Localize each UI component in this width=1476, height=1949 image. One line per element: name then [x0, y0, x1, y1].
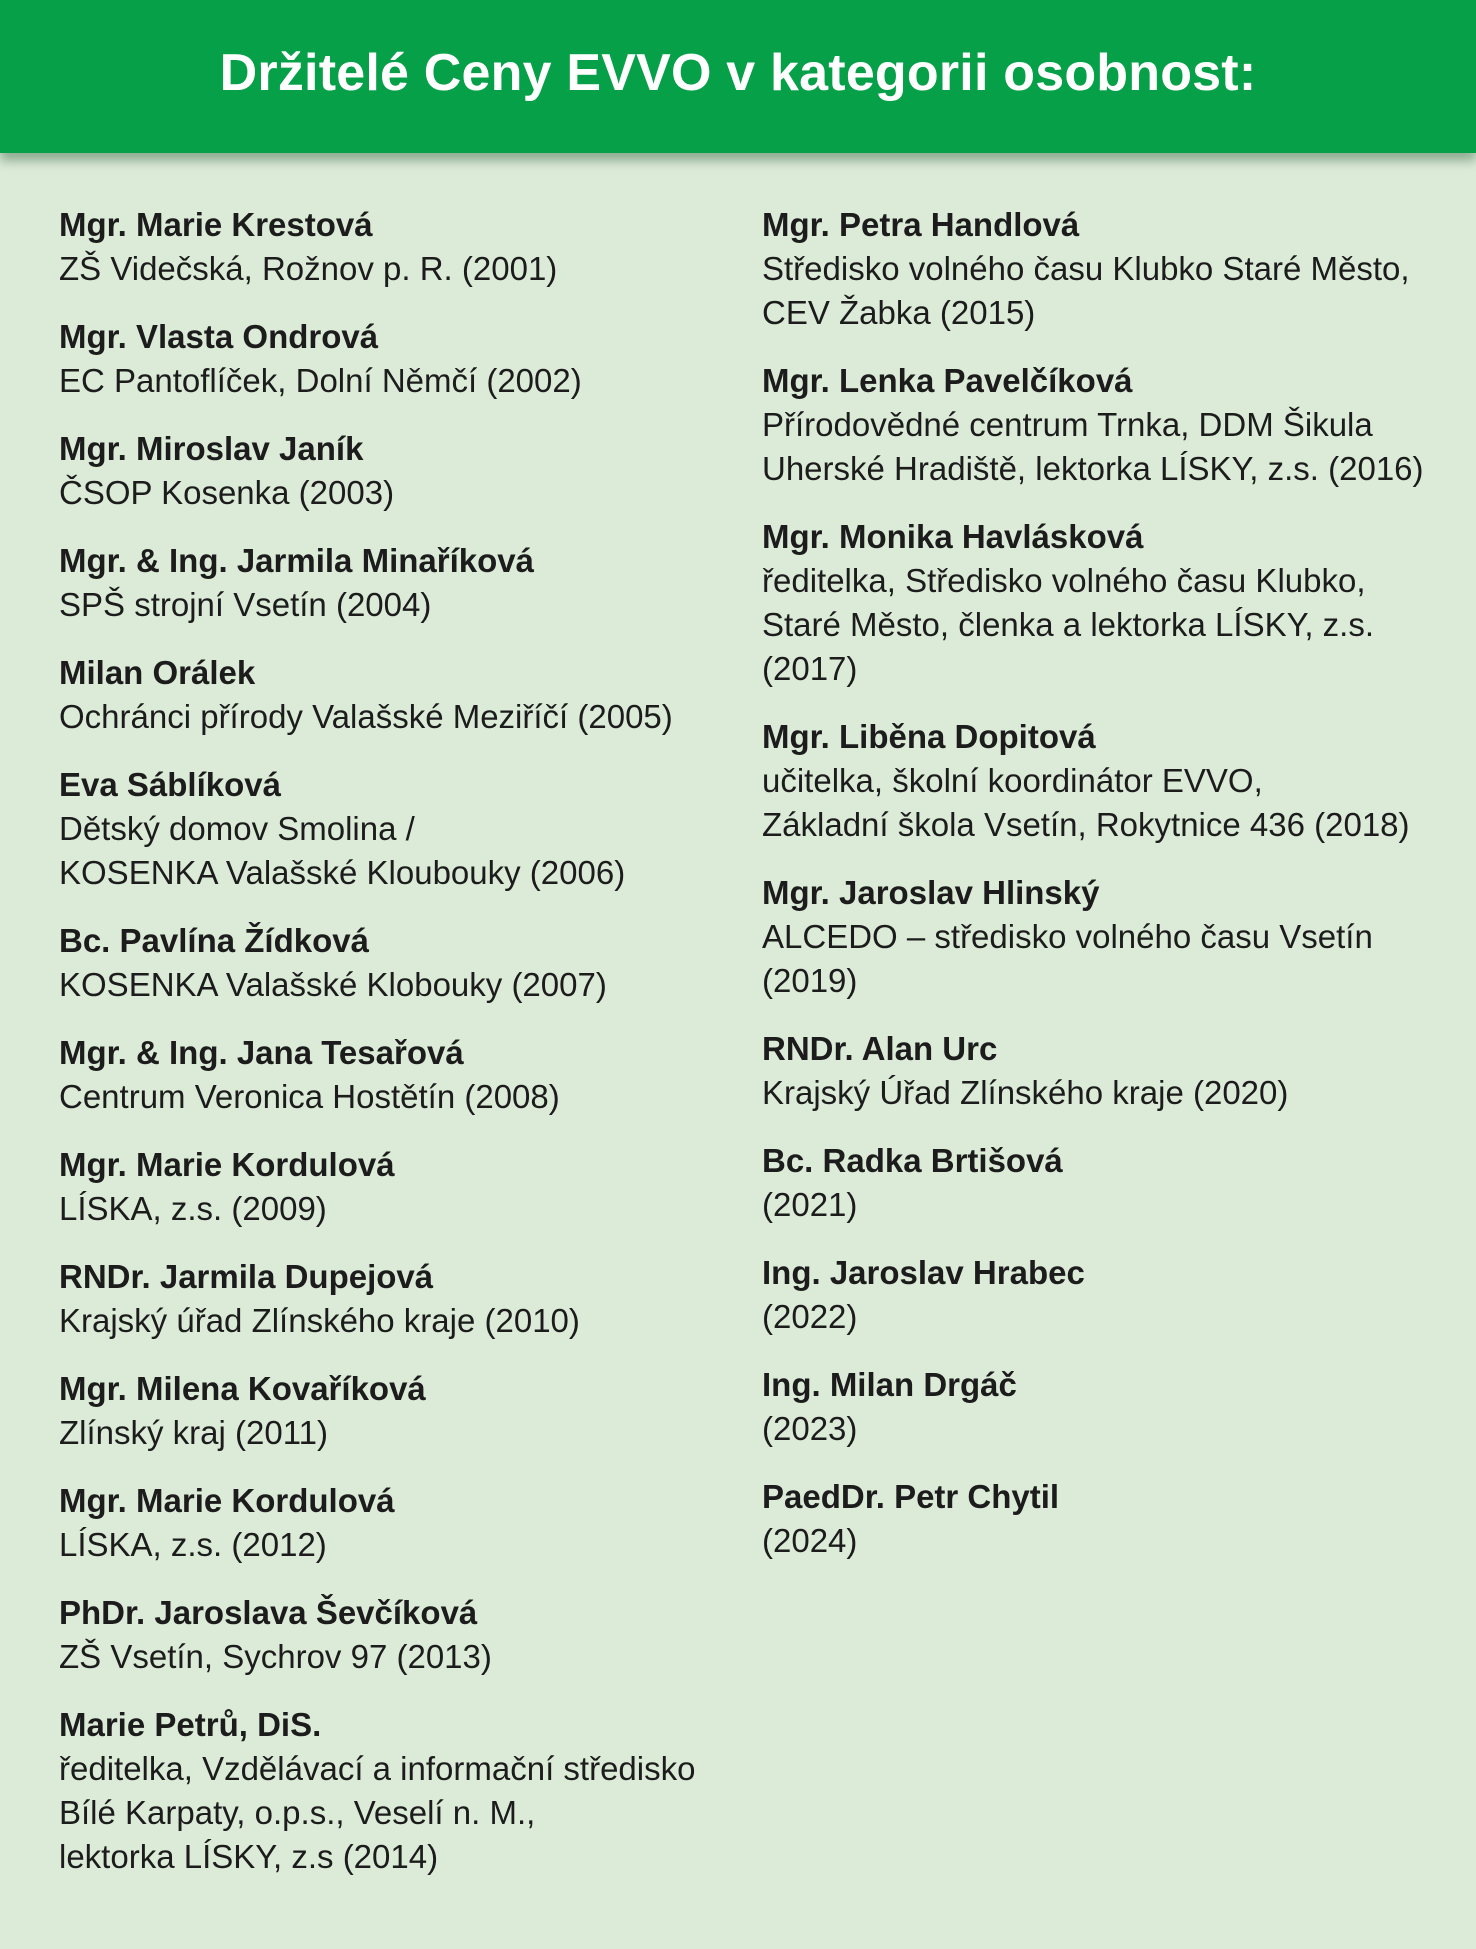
laureate-description: Centrum Veronica Hostětín (2008): [59, 1078, 560, 1115]
laureate-name: Mgr. Vlasta Ondrová: [59, 318, 379, 355]
award-entry: [59, 427, 719, 515]
laureate-name: Mgr. & Ing. Jarmila Minaříková: [59, 542, 534, 579]
laureate-description: SPŠ strojní Vsetín (2004): [59, 586, 432, 623]
laureate-name: RNDr. Alan Urc: [762, 1030, 998, 1067]
award-entry: [59, 539, 719, 627]
laureate-description: ZŠ Videčská, Rožnov p. R. (2001): [59, 250, 558, 287]
laureate-description: Středisko volného času Klubko Staré Město, CEV Žabka (2015): [762, 250, 1410, 331]
laureate-name: Mgr. Petra Handlová: [762, 206, 1080, 243]
laureate-description: Přírodovědné centrum Trnka, DDM Šikula Uherské Hradiště, lektorka LÍSKY, z.s. (2016): [762, 406, 1424, 487]
award-entry: [762, 871, 1462, 1003]
laureate-description: KOSENKA Valašské Klobouky (2007): [59, 966, 607, 1003]
award-entry: [762, 1027, 1462, 1115]
laureate-name: Mgr. Marie Kordulová: [59, 1146, 395, 1183]
award-entry: [59, 1367, 719, 1455]
award-entry: [59, 315, 719, 403]
laureate-name: Eva Sáblíková: [59, 766, 281, 803]
laureate-description: Dětský domov Smolina / KOSENKA Valašské Kloubouky (2006): [59, 810, 626, 891]
right-column: [762, 203, 1462, 1587]
award-entry: [762, 1251, 1462, 1339]
laureate-name: Mgr. Liběna Dopitová: [762, 718, 1096, 755]
laureate-description: ZŠ Vsetín, Sychrov 97 (2013): [59, 1638, 492, 1675]
award-entry: [762, 203, 1462, 335]
award-entry: [59, 919, 719, 1007]
laureate-description: (2023): [762, 1410, 858, 1447]
laureate-description: ALCEDO – středisko volného času Vsetín (2019): [762, 918, 1373, 999]
award-entry: [59, 763, 719, 895]
award-entry: [762, 1139, 1462, 1227]
laureate-name: RNDr. Jarmila Dupejová: [59, 1258, 434, 1295]
laureate-name: PhDr. Jaroslava Ševčíková: [59, 1594, 478, 1631]
award-entry: [762, 1363, 1462, 1451]
award-entry: [59, 1479, 719, 1567]
header-banner: [0, 0, 1476, 153]
laureate-name: Ing. Jaroslav Hrabec: [762, 1254, 1085, 1291]
page-title: Držitelé Ceny EVVO v kategorii osobnost:: [219, 43, 1257, 102]
award-entry: [762, 1475, 1462, 1563]
award-entry: [59, 1591, 719, 1679]
laureate-name: Mgr. Jaroslav Hlinský: [762, 874, 1100, 911]
laureate-description: Ochránci přírody Valašské Meziříčí (2005): [59, 698, 673, 735]
award-entry: [59, 1255, 719, 1343]
laureate-description: ředitelka, Středisko volného času Klubko, Staré Město, členka a lektorka LÍSKY, z.s. (2017): [762, 562, 1375, 687]
award-entry: [762, 515, 1462, 691]
left-column: [59, 203, 719, 1903]
laureate-name: Marie Petrů, DiS.: [59, 1706, 322, 1743]
award-entry: [59, 1703, 719, 1879]
laureate-name: Mgr. Marie Kordulová: [59, 1482, 395, 1519]
award-entry: [59, 1031, 719, 1119]
laureate-description: (2021): [762, 1186, 858, 1223]
laureate-name: Mgr. Monika Havlásková: [762, 518, 1144, 555]
laureate-name: Bc. Pavlína Žídková: [59, 922, 369, 959]
laureate-name: Ing. Milan Drgáč: [762, 1366, 1017, 1403]
laureate-description: ředitelka, Vzdělávací a informační středisko Bílé Karpaty, o.p.s., Veselí n. M., lektorka LÍSKY, z.s (2014): [59, 1750, 696, 1875]
laureate-name: PaedDr. Petr Chytil: [762, 1478, 1060, 1515]
laureate-description: LÍSKA, z.s. (2009): [59, 1190, 327, 1227]
laureate-description: Zlínský kraj (2011): [59, 1414, 328, 1451]
laureate-name: Bc. Radka Brtišová: [762, 1142, 1063, 1179]
laureate-description: Krajský úřad Zlínského kraje (2010): [59, 1302, 580, 1339]
award-entry: [59, 651, 719, 739]
laureate-name: Mgr. Miroslav Janík: [59, 430, 364, 467]
laureate-description: LÍSKA, z.s. (2012): [59, 1526, 327, 1563]
laureate-name: Mgr. Lenka Pavelčíková: [762, 362, 1133, 399]
laureate-description: ČSOP Kosenka (2003): [59, 474, 395, 511]
laureate-description: Krajský Úřad Zlínského kraje (2020): [762, 1074, 1289, 1111]
laureate-description: EC Pantoflíček, Dolní Němčí (2002): [59, 362, 582, 399]
laureate-name: Milan Orálek: [59, 654, 256, 691]
laureate-description: učitelka, školní koordinátor EVVO, Základní škola Vsetín, Rokytnice 436 (2018): [762, 762, 1410, 843]
award-entry: [59, 203, 719, 291]
laureate-description: (2022): [762, 1298, 858, 1335]
laureate-name: Mgr. & Ing. Jana Tesařová: [59, 1034, 464, 1071]
laureate-description: (2024): [762, 1522, 858, 1559]
laureate-name: Mgr. Milena Kovaříková: [59, 1370, 426, 1407]
award-entry: [762, 359, 1462, 491]
laureate-name: Mgr. Marie Krestová: [59, 206, 373, 243]
award-entry: [762, 715, 1462, 847]
award-entry: [59, 1143, 719, 1231]
